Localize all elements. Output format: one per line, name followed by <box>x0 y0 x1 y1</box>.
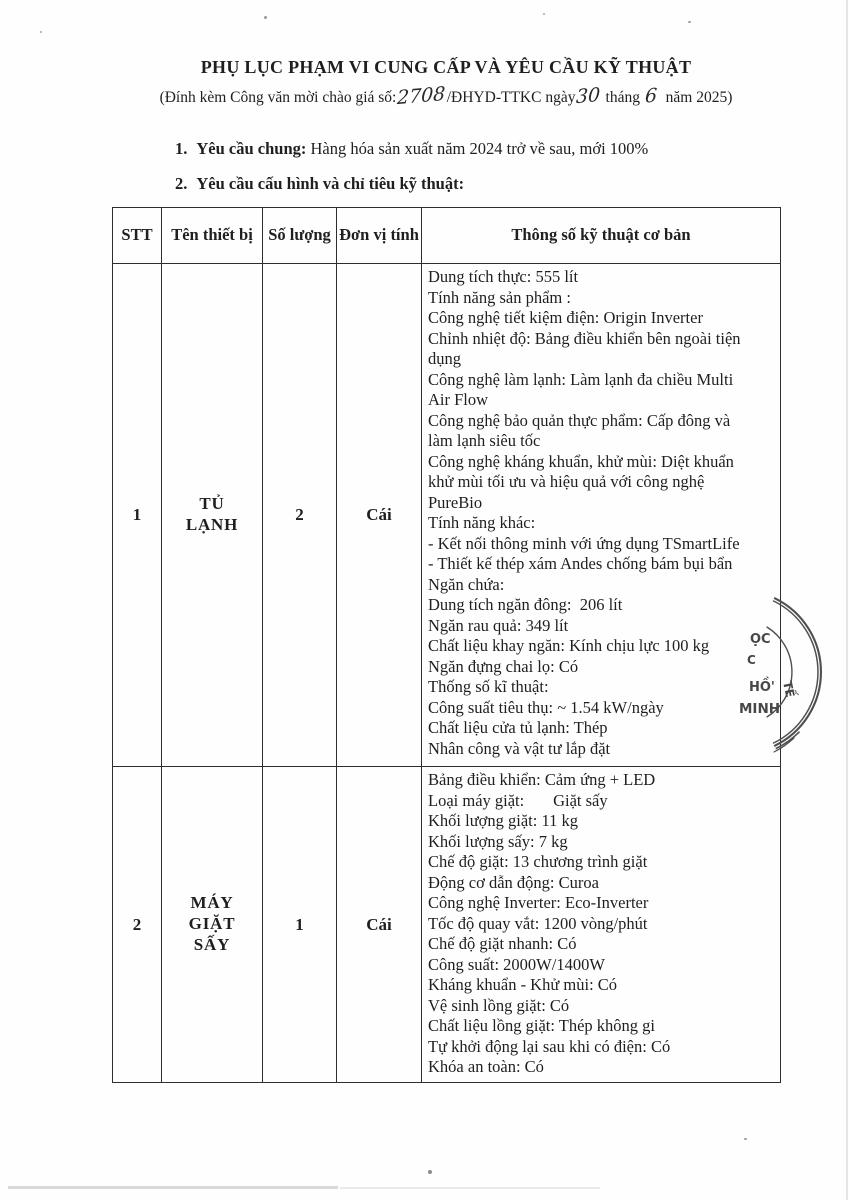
spec-line: Tính năng khác: <box>428 513 536 532</box>
document-subtitle <box>0 82 849 110</box>
spec-line: Động cơ dẫn động: Curoa <box>428 872 599 892</box>
spec-line: Ngăn chứa: <box>428 574 505 594</box>
quantity: 1 <box>263 767 337 1083</box>
spec-line: làm lạnh siêu tốc <box>428 431 541 450</box>
spec-line: Công suất tiêu thụ: ~ 1.54 kW/ngày <box>428 697 664 717</box>
spec-line: Chỉnh nhiệt độ: Bảng điều khiển bên ngoài tiện <box>428 328 741 348</box>
handwritten-ref-number: 2708 <box>396 82 447 110</box>
spec-line: Air Flow <box>428 390 489 409</box>
spec-line: - Kết nối thông minh với ứng dụng TSmartLife <box>428 533 740 553</box>
spec-line: - Thiết kế thép xám Andes chống bám bụi bẩn <box>428 554 733 573</box>
table-row-fridge <box>113 264 781 767</box>
spec-line: Tính năng sản phẩm : <box>428 287 571 307</box>
official-stamp-partial <box>690 572 849 777</box>
requirement-item-2 <box>175 174 464 194</box>
spec-line: Công nghệ làm lạnh: Làm lạnh đa chiều Multi <box>428 369 734 389</box>
spec-line: Tự khởi động lại sau khi có điện: Có <box>428 1036 671 1056</box>
spec-line: Công nghệ tiết kiệm điện: Origin Inverter <box>428 308 703 327</box>
spec-line: Khối lượng sấy: 7 kg <box>428 831 568 851</box>
scan-speck <box>428 1170 432 1174</box>
spec-line: Chất liệu khay ngăn: Kính chịu lực 100 kg <box>428 636 710 655</box>
scan-speck <box>688 21 691 23</box>
spec-line: Khóa an toàn: Có <box>428 1057 544 1076</box>
spec-line: Thống số kĩ thuật: <box>428 677 549 696</box>
row-stt: 1 <box>113 264 162 767</box>
spec-line: Tốc độ quay vắt: 1200 vòng/phút <box>428 913 648 933</box>
device-name-line: SẤY <box>193 934 231 954</box>
stamp-text-fragment: MINH <box>739 701 781 717</box>
spec-line: khử mùi tối ưu và hiệu quả với công nghệ <box>428 472 705 491</box>
header-specs: Thông số kỹ thuật cơ bản <box>422 208 781 264</box>
stamp-text-fragment: C <box>747 653 756 667</box>
spec-line: Bảng điều khiển: Cảm ứng + LED <box>428 770 656 789</box>
row-stt: 2 <box>113 767 162 1083</box>
item-label: Yêu cầu chung: <box>196 139 307 158</box>
device-name-line: MÁY <box>190 893 234 913</box>
device-name-line: TỦ <box>199 494 225 514</box>
scan-streak <box>340 1187 600 1189</box>
stamp-ring-text: TẾ <box>780 679 798 699</box>
scan-edge-line <box>846 0 848 1200</box>
item-label: Yêu cầu cấu hình và chỉ tiêu kỹ thuật: <box>196 174 465 193</box>
device-name <box>162 767 263 1083</box>
spec-line: Loại máy giặt: Giặt sấy <box>428 790 608 810</box>
handwritten-day: 30 <box>575 83 602 109</box>
item-text: Hàng hóa sản xuất năm 2024 trở về sau, mới 100% <box>306 139 649 158</box>
spec-list <box>422 767 781 1083</box>
spec-line: Chất liệu lồng giặt: Thép không gi <box>428 1016 656 1035</box>
unit: Cái <box>337 264 422 767</box>
scan-streak <box>8 1186 338 1189</box>
scan-speck <box>264 16 267 19</box>
quantity: 2 <box>263 264 337 767</box>
device-name-line: GIẶT <box>188 914 236 934</box>
spec-line: Kháng khuẩn - Khử mùi: Có <box>428 975 618 994</box>
spec-line: Ngăn đựng chai lọ: Có <box>428 656 579 676</box>
item-number: 1. <box>175 139 188 158</box>
spec-line: Dung tích ngăn đông: 206 lít <box>428 595 623 614</box>
handwritten-month: 6 <box>644 84 658 108</box>
stamp-text-fragment: HỒ' <box>749 680 775 695</box>
scan-speck <box>40 31 42 33</box>
subtitle-text-mid2: tháng <box>601 89 644 106</box>
spec-line: Công nghệ Inverter: Eco-Inverter <box>428 893 649 912</box>
spec-line: Công nghệ bảo quản thực phẩm: Cấp đông và <box>428 410 731 430</box>
spec-line: Công nghệ kháng khuẩn, khử mùi: Diệt khuẩn <box>428 451 734 471</box>
spec-line: Công suất: 2000W/1400W <box>428 954 605 974</box>
table-row-washer-dryer <box>113 767 781 1083</box>
spec-line: Nhân công và vật tư lắp đặt <box>428 738 611 758</box>
item-number: 2. <box>175 174 188 193</box>
spec-line: Dung tích thực: 555 lít <box>428 267 579 286</box>
spec-line: Chất liệu cửa tủ lạnh: Thép <box>428 718 608 737</box>
spec-line: Khối lượng giặt: 11 kg <box>428 811 578 830</box>
header-unit: Đơn vị tính <box>337 208 422 264</box>
scan-speck <box>744 1138 747 1140</box>
spec-line: Vệ sinh lồng giặt: Có <box>428 995 570 1015</box>
device-name-line: LẠNH <box>185 515 239 534</box>
subtitle-text-post: năm 2025) <box>657 89 733 106</box>
spec-line: Ngăn rau quả: 349 lít <box>428 615 569 635</box>
spec-line: Chế độ giặt nhanh: Có <box>428 934 577 953</box>
spec-line: Chế độ giặt: 13 chương trình giặt <box>428 852 648 871</box>
document-title: PHỤ LỤC PHẠM VI CUNG CẤP VÀ YÊU CẦU KỸ THUẬT <box>200 57 692 77</box>
table-header-row <box>113 208 781 264</box>
stamp-text-fragment: ỌC <box>750 632 771 647</box>
spec-line: PureBio <box>428 492 483 512</box>
technical-spec-table <box>112 207 781 1083</box>
unit: Cái <box>337 767 422 1083</box>
scan-speck <box>543 13 545 15</box>
header-quantity: Số lượng <box>263 208 337 264</box>
device-name <box>162 264 263 767</box>
header-stt: STT <box>113 208 162 264</box>
subtitle-text-mid: /ĐHYD-TTKC ngày <box>446 89 576 106</box>
spec-line: dụng <box>428 349 461 368</box>
subtitle-text-pre: (Đính kèm Công văn mời chào giá số: <box>159 89 397 106</box>
requirement-item-1 <box>175 139 648 159</box>
header-device-name: Tên thiết bị <box>162 208 263 264</box>
